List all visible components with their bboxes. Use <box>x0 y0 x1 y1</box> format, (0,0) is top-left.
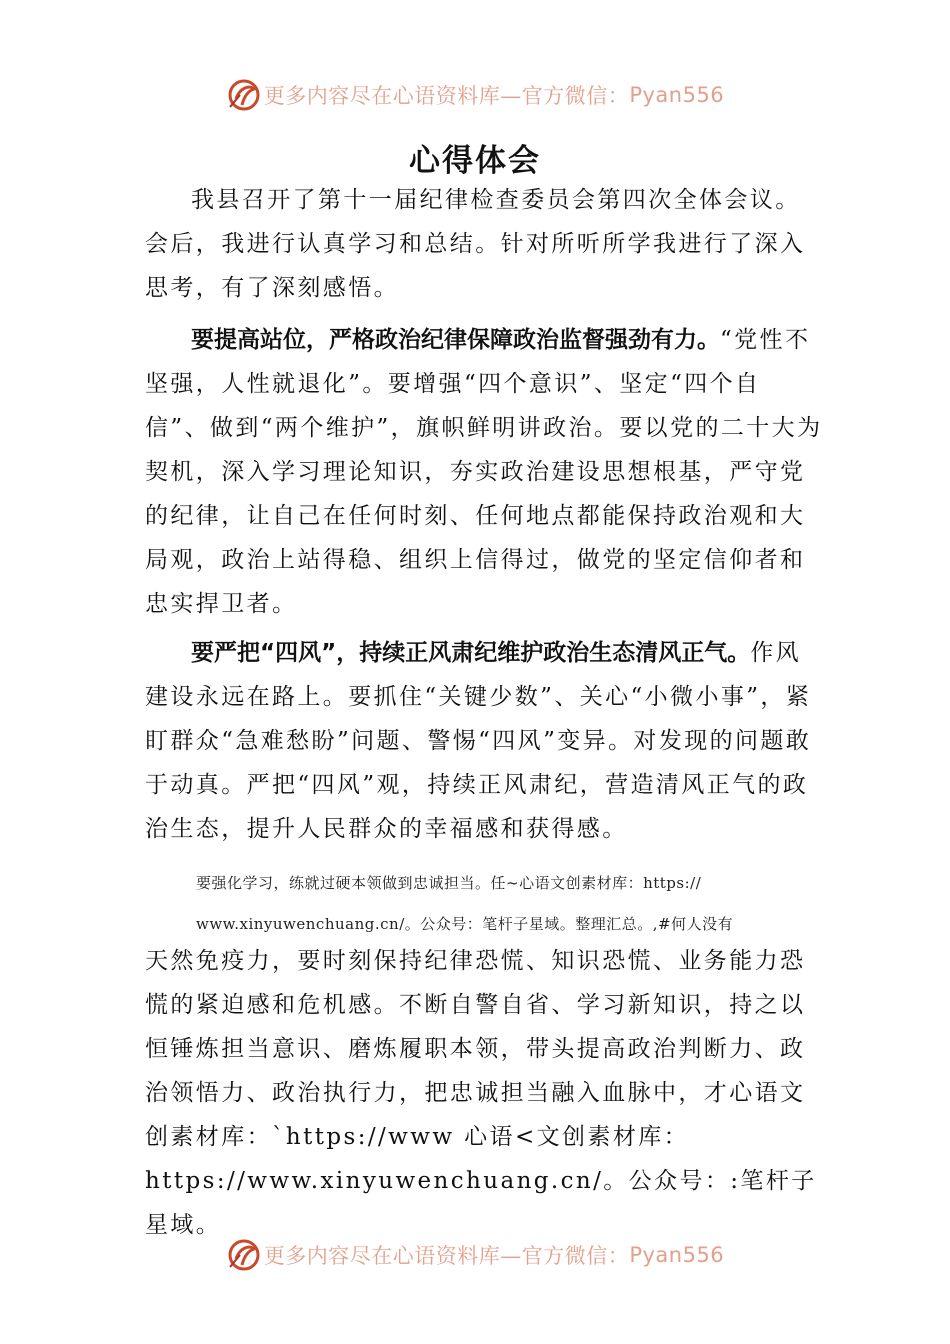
logo-icon <box>226 77 262 113</box>
paragraph-study-text: 天然免疫力，要时刻保持纪律恐慌、知识恐慌、业务能力恐慌的紧迫感和危机感。不断自警自省、学习新知识，持之以恒锤炼担当意识、磨炼履职本领，带头提高政治判断力、政治领悟力、政治执行力，把忠诚担当融入血脉中，才心语文创素材库：`https://www 心语<文创素材库：https://www.xinyuwenchuang.cn/。公众号：:笔杆子星域。 <box>145 948 817 1238</box>
logo-icon <box>226 1237 262 1273</box>
paragraph-intro-text: 我县召开了第十一届纪律检查委员会第四次全体会议。会后，我进行认真学习和总结。针对所听所学我进行了深入思考，有了深刻感悟。 <box>145 187 806 301</box>
small-text-line-2: www.xinyuwenchuang.cn/。公众号：笔杆子星域。整理汇总。,#何人没有 <box>196 915 734 933</box>
paragraph-text: “党性不坚强，人性就退化”。要增强“四个意识”、坚定“四个自信”、做到“两个维护”，旗帜鲜明讲政治。要以党的二十大为契机，深入学习理论知识，夯实政治建设思想根基，严守党的纪律，让自己在任何时刻、任何地点都能保持政治观和大局观，政治上站得稳、组织上信得过，做党的坚定信仰者和忠实捍卫者。 <box>145 327 823 617</box>
paragraph-heading: 要提高站位，严格政治纪律保障政治监督强劲有力。 <box>191 327 720 353</box>
paragraph-intro <box>145 178 825 310</box>
paragraph-four-winds <box>145 631 825 851</box>
paragraph-study <box>145 939 825 1247</box>
page-title: 心得体会 <box>409 143 541 179</box>
paragraph-heading: 要严把“四风”，持续正风肃纪维护政治生态清风正气。 <box>191 640 751 666</box>
footer-watermark-banner <box>0 1230 950 1280</box>
header-watermark-banner <box>0 70 950 120</box>
banner-text: 更多内容尽在心语资料库—官方微信： <box>263 84 630 108</box>
paragraph-text: 作风建设永远在路上。要抓住“关键少数”、关心“小微小事”，紧盯群众“急难愁盼”问题、警惕“四风”变异。对发现的问题敢于动真。严把“四风”观，持续正风肃纪，营造清风正气的政治生态，提升人民群众的幸福感和获得感。 <box>145 640 812 842</box>
banner-wechat-id: Pyan556 <box>629 83 725 107</box>
paragraph-political-stance <box>145 318 825 626</box>
banner-text: 更多内容尽在心语资料库—官方微信： <box>263 1244 630 1268</box>
banner-wechat-id: Pyan556 <box>629 1243 725 1267</box>
small-text-line-1: 要强化学习，练就过硬本领做到忠诚担当。任~心语文创素材库：https:// <box>196 874 702 892</box>
